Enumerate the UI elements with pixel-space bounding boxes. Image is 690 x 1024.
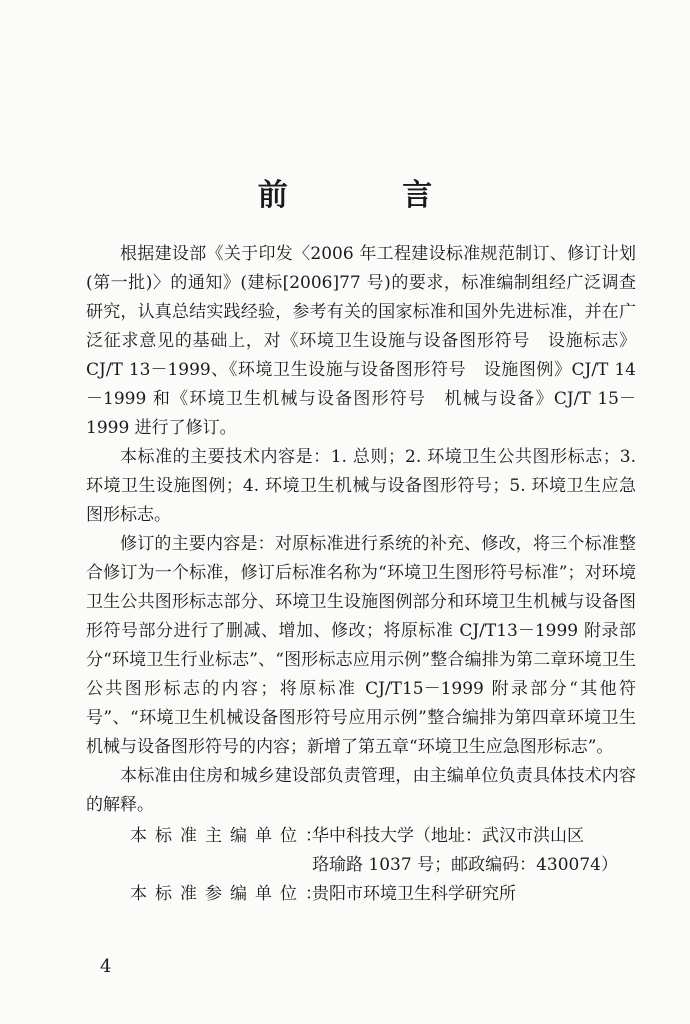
preface-body [86,240,636,820]
page-title: 前 言 [257,178,485,213]
participant-unit-value: 贵阳市环境卫生科学研究所 [312,884,516,904]
paragraph-revision: 修订的主要内容是：对原标准进行系统的补充、修改，将三个标准整合修订为一个标准，修订后标准名称为“环境卫生图形符号标准”；对环境卫生公共图形标志部分、环境卫生设施图例部分和环境卫生机械与设备图形符号部分进行了删减、增加、修改；将原标准 CJ/T13－1999 附录部分“环境卫生行业标志”、“图形标志应用示例”整合编排为第二章环境卫生公共图形标志的内容；将原标准 CJ/T15－1999 附录部分“其他符号”、“环境卫生机械设备图形符号应用示例”整合编排为第四章环境卫生机械与设备图形符号的内容；新增了第五章“环境卫生应急图形标志”。 [86,534,636,757]
paragraph-main-content: 本标准的主要技术内容是：1. 总则；2. 环境卫生公共图形标志；3. 环境卫生设施图例；4. 环境卫生机械与设备图形符号；5. 环境卫生应急图形标志。 [86,447,636,525]
page-number: 4 [100,956,112,977]
editing-units [86,822,646,909]
participant-unit-label: 本标准参编单位： [130,884,330,904]
chief-unit-value: 华中科技大学（地址：武汉市洪山区 [312,826,584,846]
chief-unit-row-cont [86,851,646,880]
paragraph-background: 根据建设部《关于印发〈2006 年工程建设标准规范制订、修订计划(第一批)〉的通知》(建标[2006]77 号)的要求，标准编制组经广泛调查研究，认真总结实践经验，参考有关的国家标准和国外先进标准，并在广泛征求意见的基础上，对《环境卫生设施与设备图形符号 设施标志》CJ/T 13－1999、《环境卫生设施与设备图形符号 设施图例》CJ/T 14－1999 和《环境卫生机械与设备图形符号 机械与设备》CJ/T 15－1999 进行了修订。 [86,244,636,438]
chief-unit-address: 珞瑜路 1037 号；邮政编码：430074） [312,855,618,875]
paragraph-management: 本标准由住房和城乡建设部负责管理，由主编单位负责具体技术内容的解释。 [86,766,636,815]
chief-unit-label: 本标准主编单位： [130,826,330,846]
chief-unit-row [86,822,646,851]
participant-unit-row [86,880,646,909]
